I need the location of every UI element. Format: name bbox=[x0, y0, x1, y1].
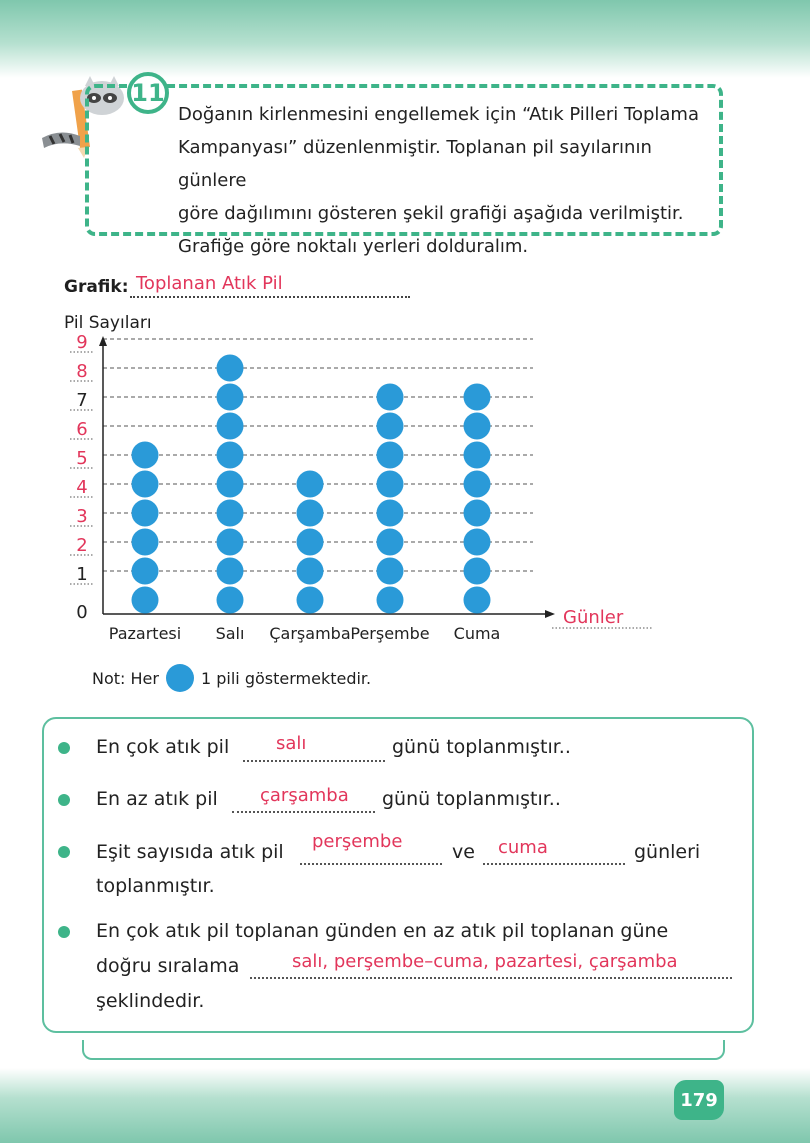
y-tick-label: 5 bbox=[76, 448, 88, 469]
page-number: 179 bbox=[674, 1080, 724, 1120]
grafik-title-answer: Toplanan Atık Pil bbox=[136, 273, 283, 294]
y-axis-arrow bbox=[99, 336, 107, 346]
bullet-icon bbox=[58, 794, 70, 806]
s1-after: günü toplanmıştır.. bbox=[392, 736, 571, 758]
legend-note-suffix: 1 pili göstermektedir. bbox=[200, 668, 372, 688]
question-text bbox=[178, 98, 713, 263]
data-dot bbox=[297, 558, 324, 585]
data-dot bbox=[377, 442, 404, 469]
x-category-label: Çarşamba bbox=[269, 624, 351, 643]
y-axis-title: Pil Sayıları bbox=[64, 313, 152, 333]
y-tick-label: 3 bbox=[76, 506, 88, 527]
s3-answer-1: perşembe bbox=[312, 831, 403, 852]
data-dot bbox=[132, 529, 159, 556]
s4-before: doğru sıralama bbox=[96, 955, 240, 977]
grafik-label: Grafik: bbox=[64, 277, 129, 297]
data-dot bbox=[217, 558, 244, 585]
data-dot bbox=[464, 471, 491, 498]
question-line: Kampanyası” düzenlenmiştir. Toplanan pil sayılarının günlere bbox=[178, 137, 652, 191]
data-dot bbox=[464, 558, 491, 585]
x-axis-title: Günler bbox=[563, 607, 624, 628]
s3-answer-2: cuma bbox=[498, 837, 548, 858]
data-dot bbox=[132, 471, 159, 498]
y-tick-label: 2 bbox=[76, 535, 88, 556]
s1-blank[interactable] bbox=[243, 738, 385, 762]
data-dot bbox=[464, 529, 491, 556]
bullet-icon bbox=[58, 926, 70, 938]
data-dot bbox=[217, 355, 244, 382]
data-dot bbox=[217, 587, 244, 614]
data-dot bbox=[377, 471, 404, 498]
y-tick-label: 8 bbox=[76, 361, 88, 382]
x-category-label: Salı bbox=[215, 624, 245, 643]
x-axis-arrow bbox=[545, 610, 555, 618]
question-line: Grafiğe göre noktalı yerleri dolduralım. bbox=[178, 236, 529, 257]
data-dot bbox=[217, 442, 244, 469]
question-line: göre dağılımını gösteren şekil grafiği aşağıda verilmiştir. bbox=[178, 203, 684, 224]
data-dot bbox=[217, 500, 244, 527]
data-dot bbox=[297, 500, 324, 527]
data-dot bbox=[464, 500, 491, 527]
data-dot bbox=[464, 587, 491, 614]
data-dot bbox=[377, 558, 404, 585]
s3-after: günleri bbox=[634, 841, 701, 863]
s2-before: En az atık pil bbox=[96, 788, 218, 810]
data-dot bbox=[132, 442, 159, 469]
s4-line1: En çok atık pil toplanan günden en az atık pil toplanan güne bbox=[96, 920, 669, 942]
data-dot bbox=[297, 471, 324, 498]
data-dot bbox=[464, 413, 491, 440]
data-dot bbox=[217, 529, 244, 556]
s3-middle: ve bbox=[452, 841, 475, 863]
data-dot bbox=[377, 413, 404, 440]
y-tick-label: 6 bbox=[76, 419, 88, 440]
x-category-label: Perşembe bbox=[350, 624, 430, 643]
question-line: Doğanın kirlenmesini engellemek için “Atık Pilleri Toplama bbox=[178, 104, 699, 125]
y-tick-label: 7 bbox=[76, 390, 88, 411]
data-dot bbox=[377, 384, 404, 411]
y-tick-label: 1 bbox=[76, 564, 88, 585]
x-category-label: Cuma bbox=[453, 624, 501, 643]
legend-note-prefix: Not: Her bbox=[92, 668, 159, 688]
statements-frame-bottom bbox=[82, 1040, 725, 1060]
data-dot bbox=[132, 500, 159, 527]
data-dot bbox=[297, 529, 324, 556]
data-dot bbox=[377, 500, 404, 527]
x-category-label: Pazartesi bbox=[108, 624, 182, 643]
s2-after: günü toplanmıştır.. bbox=[382, 788, 561, 810]
data-dot bbox=[217, 384, 244, 411]
s3-before: Eşit sayısıda atık pil bbox=[96, 841, 284, 863]
bullet-icon bbox=[58, 846, 70, 858]
s1-answer: salı bbox=[276, 733, 307, 754]
header-band bbox=[0, 0, 810, 78]
question-number-badge: 11 bbox=[127, 72, 169, 114]
s1-before: En çok atık pil bbox=[96, 736, 230, 758]
legend-dot-icon bbox=[166, 664, 194, 692]
data-dot bbox=[464, 384, 491, 411]
data-dot bbox=[377, 529, 404, 556]
data-dot bbox=[132, 558, 159, 585]
y-tick-label: 4 bbox=[76, 477, 88, 498]
data-dot bbox=[217, 413, 244, 440]
legend-note bbox=[92, 664, 371, 692]
s2-answer: çarşamba bbox=[260, 785, 349, 806]
data-dot bbox=[297, 587, 324, 614]
data-dot bbox=[377, 587, 404, 614]
data-dot bbox=[217, 471, 244, 498]
bullet-icon bbox=[58, 742, 70, 754]
y-tick-label: 9 bbox=[76, 332, 88, 353]
s3-line2: toplanmıştır. bbox=[96, 875, 215, 897]
s4-line3: şeklindedir. bbox=[96, 990, 205, 1012]
data-dot bbox=[464, 442, 491, 469]
y-tick-label: 0 bbox=[76, 602, 88, 623]
s4-answer: salı, perşembe–cuma, pazartesi, çarşamba bbox=[292, 951, 678, 972]
data-dot bbox=[132, 587, 159, 614]
